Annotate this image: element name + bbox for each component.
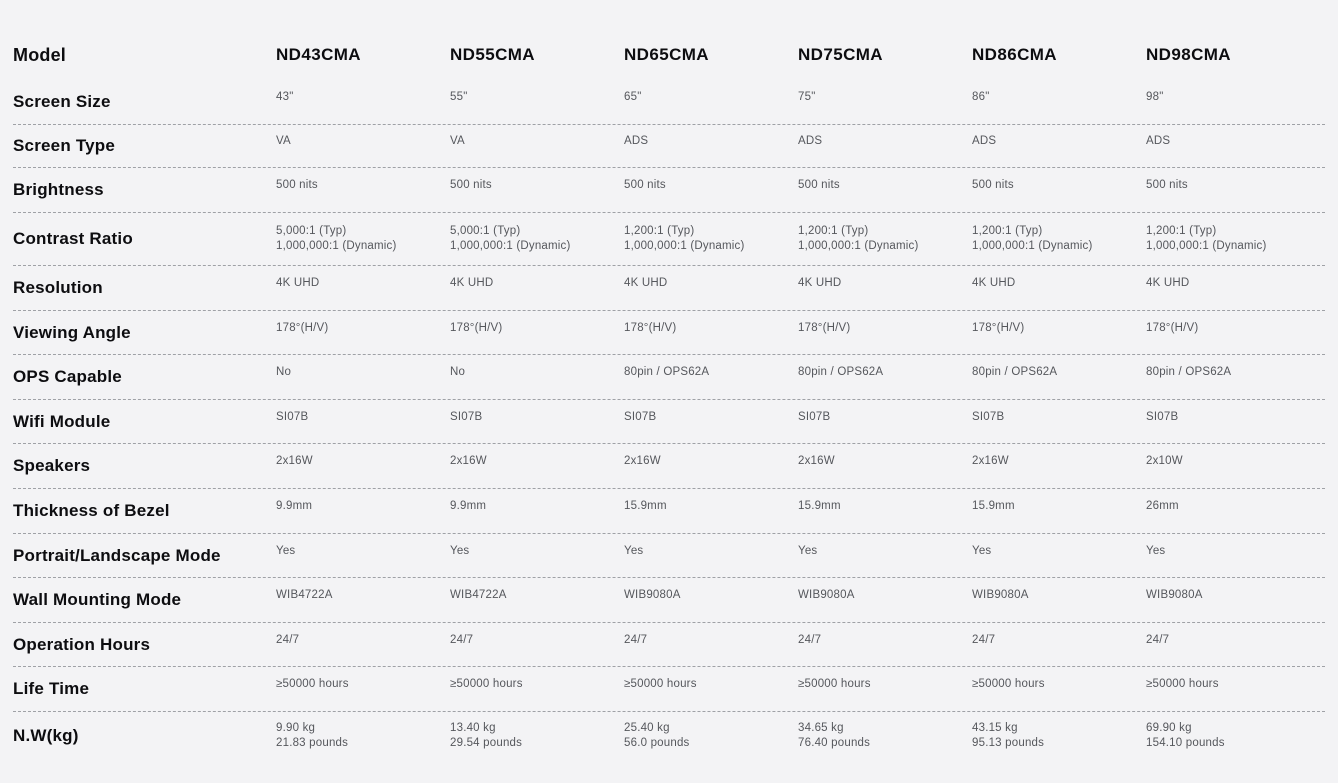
spec-value-line: 9.90 kg (276, 721, 316, 734)
row-label: Portrait/Landscape Mode (13, 545, 221, 565)
spec-row-operation-hours (13, 623, 1325, 667)
spec-value: 80pin / OPS62A (798, 366, 884, 378)
spec-value: 80pin / OPS62A (1146, 366, 1232, 378)
spec-row-screen-type (13, 125, 1325, 168)
spec-value (276, 721, 450, 751)
row-label: Contrast Ratio (13, 229, 133, 248)
spec-value: 4K UHD (798, 277, 842, 289)
spec-value: WIB9080A (798, 589, 855, 601)
spec-row-life-time (13, 667, 1325, 712)
spec-value: 9.9mm (276, 500, 313, 512)
spec-row-portrait-landscape-mode (13, 534, 1325, 578)
spec-value (1146, 224, 1320, 254)
spec-value: 500 nits (276, 179, 318, 191)
spec-value: 43" (276, 91, 294, 103)
row-label: Operation Hours (13, 634, 151, 654)
spec-value: ≥50000 hours (798, 678, 871, 690)
spec-value: 86" (972, 91, 990, 103)
spec-row-contrast-ratio (13, 213, 1325, 266)
spec-value: Yes (972, 544, 992, 557)
spec-value: 4K UHD (972, 277, 1016, 289)
spec-value: 24/7 (1146, 633, 1170, 646)
model-name-nd55cma: ND55CMA (450, 45, 535, 64)
spec-value: 15.9mm (624, 500, 667, 512)
spec-value: 178°(H/V) (624, 321, 677, 334)
spec-value: SI07B (1146, 410, 1179, 423)
spec-value-line: 1,000,000:1 (Dynamic) (624, 240, 745, 252)
spec-value: SI07B (450, 410, 483, 423)
spec-value-line: 69.90 kg (1146, 721, 1192, 734)
spec-value: WIB9080A (1146, 589, 1203, 601)
spec-value: ≥50000 hours (624, 678, 697, 690)
spec-value: ≥50000 hours (276, 678, 349, 690)
spec-row-resolution (13, 266, 1325, 311)
row-label: Viewing Angle (13, 322, 131, 342)
spec-value-line: 154.10 pounds (1146, 736, 1225, 749)
spec-value: 24/7 (450, 633, 474, 646)
table-header-row (13, 30, 1325, 80)
spec-value: 2x16W (276, 455, 313, 467)
spec-value: ≥50000 hours (450, 678, 523, 690)
spec-row-wifi-module (13, 400, 1325, 444)
spec-value-line: 5,000:1 (Typ) (276, 225, 347, 237)
spec-value: 65" (624, 91, 642, 103)
spec-row-thickness-of-bezel (13, 489, 1325, 534)
spec-value: 9.9mm (450, 500, 487, 512)
spec-value: SI07B (798, 410, 831, 423)
spec-value: WIB4722A (450, 589, 507, 601)
spec-value: ADS (798, 135, 823, 147)
model-name-nd43cma: ND43CMA (276, 45, 361, 64)
spec-value: VA (276, 135, 291, 147)
spec-value: ≥50000 hours (972, 678, 1045, 690)
row-label: Wall Mounting Mode (13, 590, 182, 609)
spec-value-line: 13.40 kg (450, 721, 496, 734)
spec-value: WIB9080A (624, 589, 681, 601)
spec-value: Yes (276, 544, 296, 557)
spec-value-line: 1,000,000:1 (Dynamic) (276, 240, 397, 252)
spec-value: Yes (624, 544, 644, 557)
spec-row-n-w-kg (13, 712, 1325, 783)
spec-value: 2x16W (624, 455, 661, 467)
spec-row-brightness (13, 168, 1325, 213)
spec-value-line: 43.15 kg (972, 721, 1018, 734)
spec-value: ADS (624, 135, 649, 147)
spec-value-line: 56.0 pounds (624, 736, 690, 749)
model-name-nd98cma: ND98CMA (1146, 45, 1231, 64)
spec-value: 75" (798, 91, 816, 103)
spec-value: 24/7 (972, 633, 996, 646)
spec-value (276, 224, 450, 254)
spec-value: No (276, 366, 292, 378)
spec-value-line: 1,000,000:1 (Dynamic) (450, 240, 571, 252)
spec-row-ops-capable (13, 355, 1325, 400)
spec-value-line: 29.54 pounds (450, 736, 523, 749)
spec-value: SI07B (624, 410, 657, 423)
row-label: Speakers (13, 456, 91, 475)
spec-value: ≥50000 hours (1146, 678, 1219, 690)
row-label: Resolution (13, 278, 103, 297)
spec-row-viewing-angle (13, 311, 1325, 355)
spec-value: 24/7 (624, 633, 648, 646)
spec-value-line: 1,000,000:1 (Dynamic) (1146, 240, 1267, 252)
spec-value (1146, 721, 1320, 751)
spec-value: 80pin / OPS62A (624, 366, 710, 378)
spec-value (798, 224, 972, 254)
spec-value: SI07B (276, 410, 309, 423)
row-label: Thickness of Bezel (13, 501, 170, 520)
spec-value-line: 1,200:1 (Typ) (624, 225, 695, 237)
spec-value-line: 21.83 pounds (276, 736, 349, 749)
spec-value: 178°(H/V) (276, 321, 329, 334)
spec-value: 2x10W (1146, 455, 1183, 467)
spec-value: 55" (450, 91, 468, 103)
spec-value: 4K UHD (1146, 277, 1190, 289)
row-label: Screen Type (13, 136, 116, 155)
spec-value-line: 5,000:1 (Typ) (450, 225, 521, 237)
spec-value (624, 224, 798, 254)
spec-value: 500 nits (624, 179, 666, 191)
spec-value: 24/7 (798, 633, 822, 646)
spec-value: 98" (1146, 91, 1164, 103)
model-row-label: Model (13, 44, 66, 65)
spec-value: WIB4722A (276, 589, 333, 601)
row-label: Life Time (13, 679, 90, 698)
spec-value: Yes (798, 544, 818, 557)
spec-value (972, 224, 1146, 254)
spec-value-line: 95.13 pounds (972, 736, 1045, 749)
spec-value: 178°(H/V) (972, 321, 1025, 334)
model-name-nd86cma: ND86CMA (972, 45, 1057, 64)
spec-value: 15.9mm (798, 500, 841, 512)
spec-value: 2x16W (972, 455, 1009, 467)
row-label: Wifi Module (13, 411, 111, 431)
spec-value-line: 1,200:1 (Typ) (972, 225, 1043, 237)
spec-value: 15.9mm (972, 500, 1015, 512)
spec-value: 500 nits (450, 179, 492, 191)
spec-value: Yes (1146, 544, 1166, 557)
spec-value (450, 721, 624, 751)
spec-value-line: 25.40 kg (624, 721, 670, 734)
spec-value (798, 721, 972, 751)
spec-rows-container (13, 80, 1325, 783)
spec-value: ADS (1146, 135, 1171, 147)
spec-value: VA (450, 135, 465, 147)
spec-value-line: 76.40 pounds (798, 736, 871, 749)
spec-value-line: 1,000,000:1 (Dynamic) (972, 240, 1093, 252)
spec-value: 2x16W (798, 455, 835, 467)
spec-value: 500 nits (972, 179, 1014, 191)
spec-value: 4K UHD (276, 277, 320, 289)
spec-value (624, 721, 798, 751)
spec-value: SI07B (972, 410, 1005, 423)
spec-value: 178°(H/V) (1146, 321, 1199, 334)
spec-value: No (450, 366, 466, 378)
row-label: N.W(kg) (13, 725, 79, 745)
spec-value: 178°(H/V) (450, 321, 503, 334)
spec-row-speakers (13, 444, 1325, 489)
spec-value: Yes (450, 544, 470, 557)
spec-value: 2x16W (450, 455, 487, 467)
spec-value-line: 1,200:1 (Typ) (1146, 225, 1217, 237)
spec-value-line: 34.65 kg (798, 721, 844, 734)
spec-value (972, 721, 1146, 751)
row-label: Screen Size (13, 92, 111, 111)
spec-value: 26mm (1146, 500, 1179, 512)
spec-value: 500 nits (1146, 179, 1188, 191)
spec-value (450, 224, 624, 254)
spec-value: 4K UHD (624, 277, 668, 289)
spec-row-wall-mounting-mode (13, 578, 1325, 623)
spec-value: 178°(H/V) (798, 321, 851, 334)
spec-value: ADS (972, 135, 997, 147)
row-label: Brightness (13, 180, 104, 199)
model-name-nd75cma: ND75CMA (798, 45, 883, 64)
spec-value: 24/7 (276, 633, 300, 646)
spec-value-line: 1,200:1 (Typ) (798, 225, 869, 237)
spec-value: WIB9080A (972, 589, 1029, 601)
spec-value: 80pin / OPS62A (972, 366, 1058, 378)
spec-value-line: 1,000,000:1 (Dynamic) (798, 240, 919, 252)
spec-value: 4K UHD (450, 277, 494, 289)
spec-row-screen-size (13, 80, 1325, 125)
model-name-nd65cma: ND65CMA (624, 45, 709, 64)
row-label: OPS Capable (13, 367, 122, 386)
spec-value: 500 nits (798, 179, 840, 191)
